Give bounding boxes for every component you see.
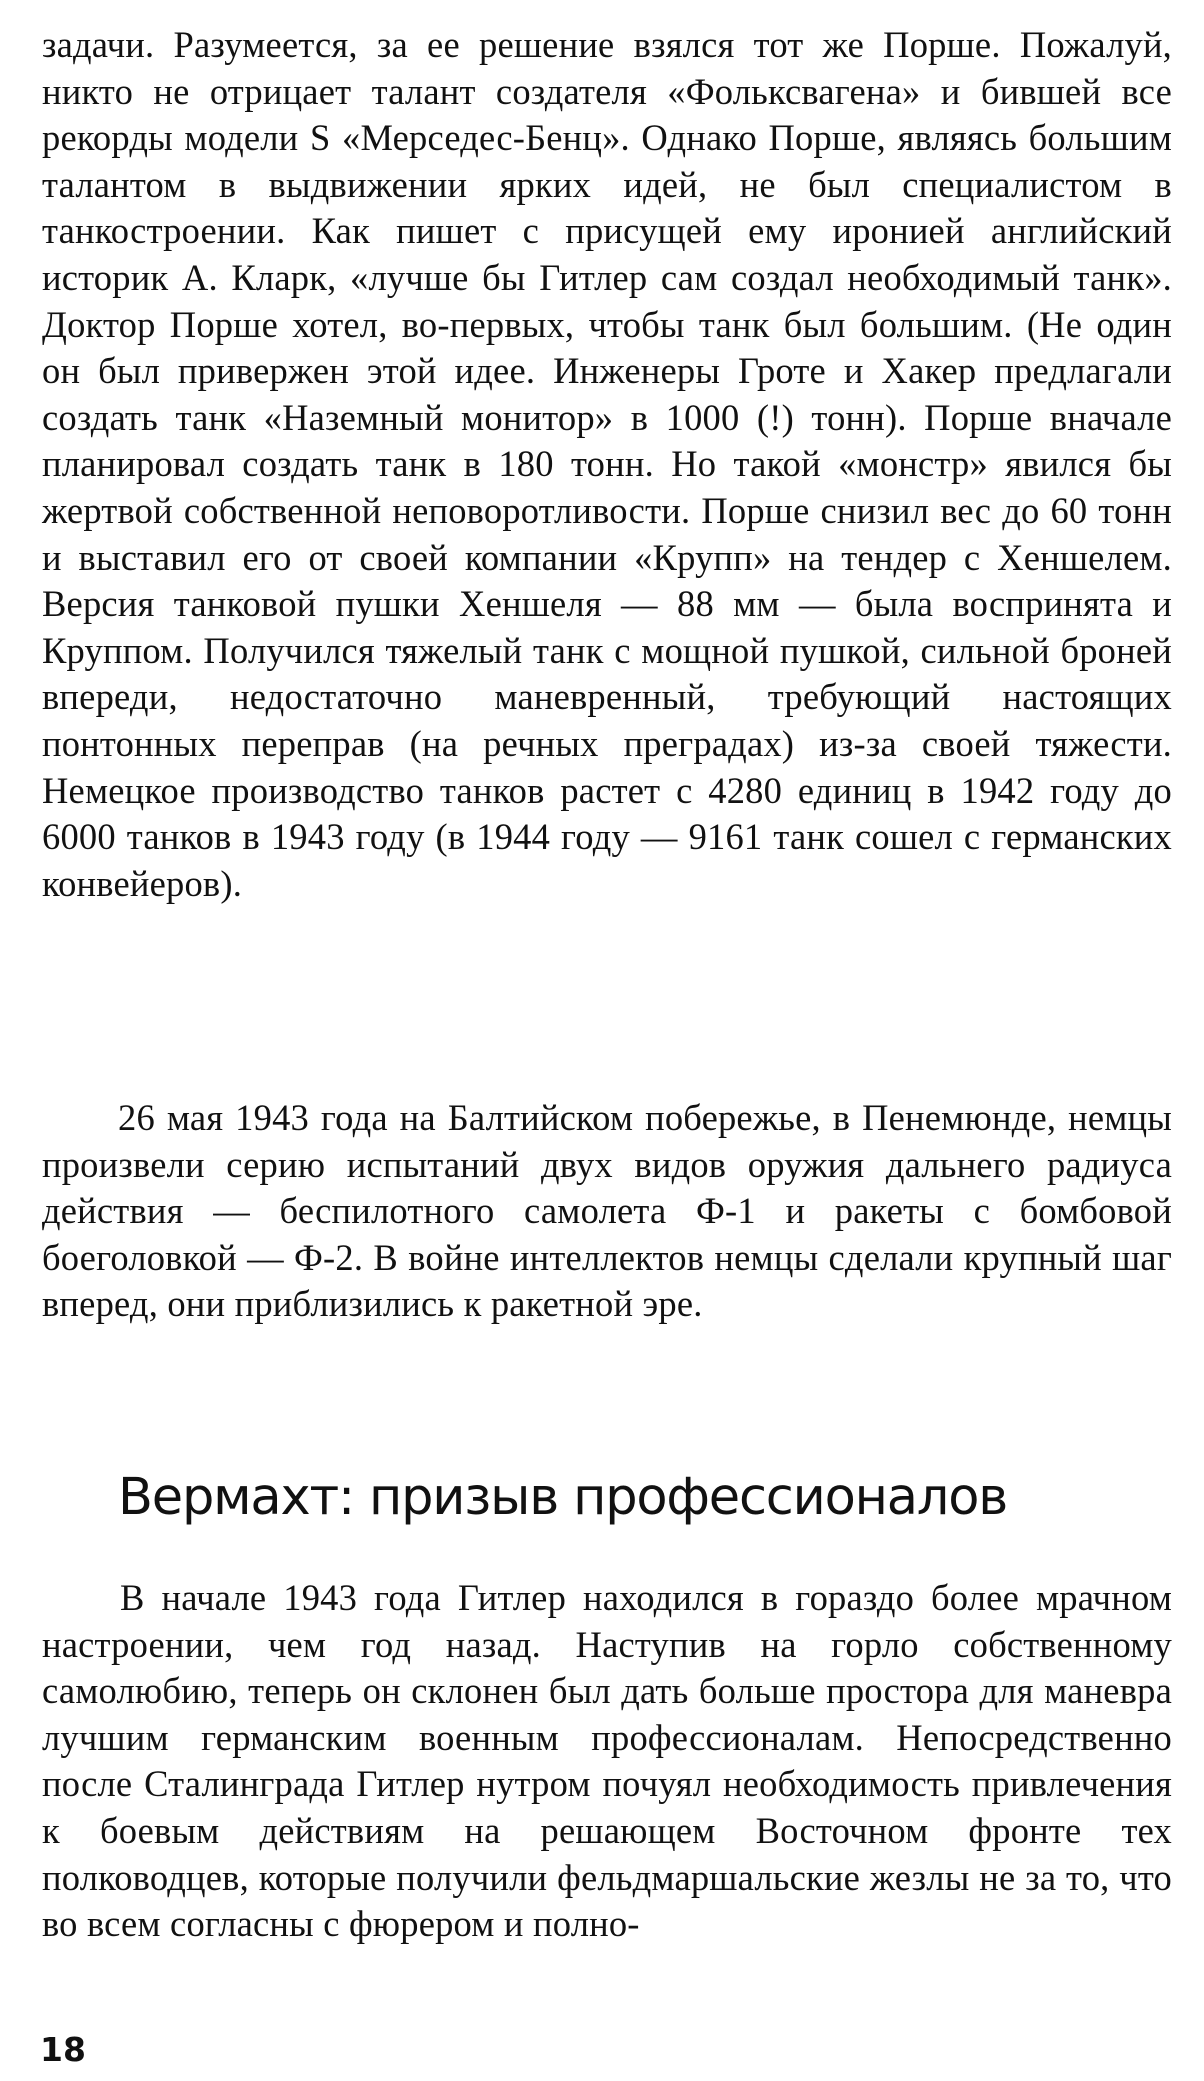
paragraph-peenemunde: 26 мая 1943 года на Балтийском побережье, в Пенемюнде, немцы произвели серию испытаний двух видов оружия дальнего радиуса действия — беспилотного самолета Ф-1 и ракеты с бомбовой боеголовкой — Ф-2. В войне интеллектов немцы сделали крупный шаг вперед, они приблизились к ракетной эре. (42, 1097, 1172, 1325)
text-block-top (42, 22, 1172, 907)
text-block-middle (42, 1095, 1172, 1328)
text-block-section (42, 1575, 1172, 1948)
page-number: 18 (40, 2030, 86, 2069)
paragraph-hitler-1943: В начале 1943 года Гитлер находился в гораздо более мрачном настроении, чем год назад. Наступив на горло собственному самолюбию, теперь он склонен был дать больше простора для маневра лучшим германским военным профессионалам. Непосредственно после Сталинграда Гитлер нутром почуял необходимость привлечения к боевым действиям на решающем Восточном фронте тех полководцев, которые получили фельдмаршальские жезлы не за то, что во всем согласны с фюрером и полно- (42, 1577, 1172, 1945)
section-heading: Вермахт: призыв профессионалов (118, 1468, 1008, 1527)
paragraph-tank-production: задачи. Разумеется, за ее решение взялся тот же Порше. Пожалуй, никто не отрицает талант создателя «Фольксвагена» и бившей все рекорды модели S «Мерседес-Бенц». Однако Порше, являясь большим талантом в выдвижении ярких идей, не был специалистом в танкостроении. Как пишет с присущей ему иронией английский историк А. Кларк, «лучше бы Гитлер сам создал необходимый танк». Доктор Порше хотел, во-первых, чтобы танк был большим. (Не один он был привержен этой идее. Инженеры Гроте и Хакер предлагали создать танк «Наземный монитор» в 1000 (!) тонн). Порше вначале планировал создать танк в 180 тонн. Но такой «монстр» явился бы жертвой собственной неповоротливости. Порше снизил вес до 60 тонн и выставил его от своей компании «Крупп» на тендер с Хеншелем. Версия танковой пушки Хеншеля — 88 мм — была воспринята и Круппом. Получился тяжелый танк с мощной пушкой, сильной броней впереди, недостаточно маневренный, требующий настоящих понтонных переправ (на речных преградах) из-за своей тяжести. Немецкое производство танков растет с 4280 единиц в 1942 году до 6000 танков в 1943 году (в 1944 году — 9161 танк сошел с германских конвейеров). (42, 24, 1172, 904)
